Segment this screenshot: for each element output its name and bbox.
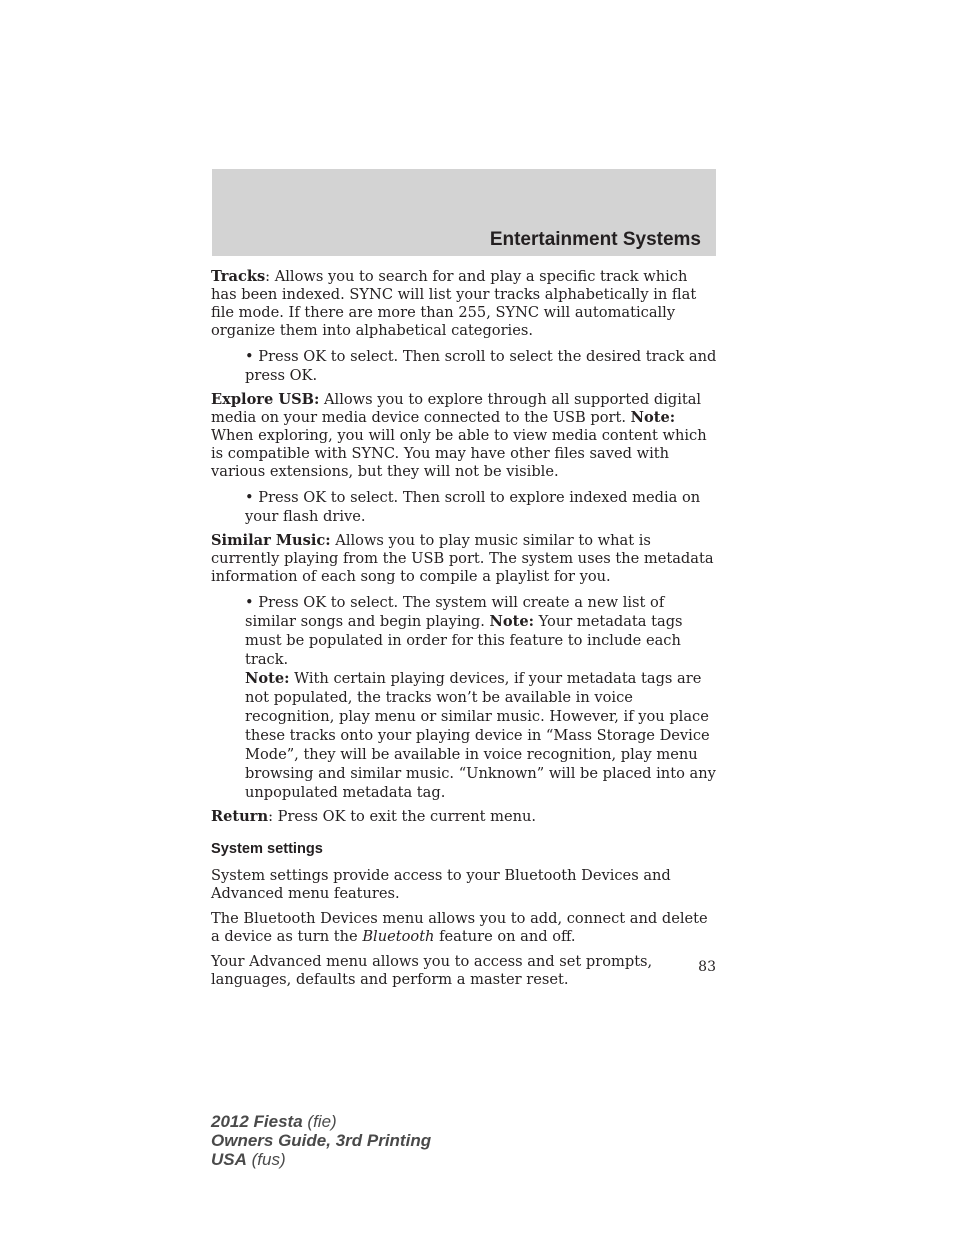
similar-music-note-label: Note:	[245, 670, 290, 687]
footer-line-3	[211, 1150, 431, 1169]
section-title: Entertainment Systems	[489, 229, 701, 250]
system-settings-heading: System settings	[211, 841, 323, 857]
system-settings-paragraph-3: Your Advanced menu allows you to access and set prompts, languages, defaults and perform a master reset.	[211, 953, 653, 988]
tracks-paragraph	[211, 268, 717, 340]
explore-usb-bullet: • Press OK to select. Then scroll to explore indexed media on your flash drive.	[245, 489, 701, 525]
footer-guide: Owners Guide, 3rd Printing	[211, 1131, 432, 1150]
page-body	[211, 268, 717, 996]
system-settings-p2-a: The Bluetooth Devices menu allows you to add, connect and delete a device as turn the	[211, 910, 708, 945]
similar-music-text: Allows you to play music similar to what is currently playing from the USB port. The system uses the metadata information of each song to compile a playlist for you.	[211, 532, 714, 585]
explore-usb-label: Explore USB:	[211, 391, 320, 408]
section-header-band	[212, 169, 716, 256]
tracks-bullet: • Press OK to select. Then scroll to select the desired track and press OK.	[245, 348, 717, 384]
explore-usb-text-2: When exploring, you will only be able to view media content which is compatible with SYNC. You may have other files saved with various extensions, but they will not be visible.	[211, 427, 707, 480]
explore-usb-text-1: Allows you to explore through all supported digital media on your media device connected to the USB port.	[211, 391, 702, 426]
page-number: 83	[698, 959, 716, 975]
similar-music-label: Similar Music:	[211, 532, 331, 549]
explore-usb-note-label: Note:	[630, 409, 676, 426]
footer-region: USA	[211, 1150, 247, 1169]
tracks-label: Tracks	[211, 268, 266, 285]
footer-line-1	[211, 1112, 431, 1131]
return-label: Return	[211, 808, 269, 825]
similar-music-bullet-text-2: Your metadata tags must be populated in order for this feature to include each track.	[245, 613, 683, 668]
similar-music-bullet-main	[245, 593, 717, 669]
similar-music-bullet-text-1: • Press OK to select. The system will create a new list of similar songs and begin playing.	[245, 594, 665, 630]
return-text: : Press OK to exit the current menu.	[268, 808, 537, 825]
system-settings-paragraph-1: System settings provide access to your Bluetooth Devices and Advanced menu features.	[211, 867, 671, 902]
tracks-text: : Allows you to search for and play a specific track which has been indexed. SYNC will list your tracks alphabetically in flat file mode. If there are more than 255, SYNC will automatically organize them into alphabetical categories.	[211, 268, 697, 339]
system-settings-p2-b: feature on and off.	[434, 928, 576, 945]
footer	[211, 1112, 431, 1169]
footer-model-code: (fie)	[302, 1112, 337, 1131]
similar-music-note	[245, 669, 717, 802]
similar-music-note-text: With certain playing devices, if your metadata tags are not populated, the tracks won’t be available in voice recognition, play menu or similar music. However, if you place these tracks onto your playing device in “Mass Storage Device Mode”, they will be available in voice recognition, play menu browsing and similar music. “Unknown” will be placed into any unpopulated metadata tag.	[245, 670, 716, 801]
footer-line-2	[211, 1131, 431, 1150]
footer-model: 2012 Fiesta	[211, 1112, 303, 1131]
similar-music-paragraph	[211, 532, 717, 586]
footer-region-code: (fus)	[246, 1150, 286, 1169]
explore-usb-paragraph	[211, 391, 717, 481]
system-settings-p2-italic: Bluetooth	[362, 928, 435, 945]
similar-music-bullet	[245, 593, 717, 802]
similar-music-bullet-note-label: Note:	[489, 613, 535, 630]
return-paragraph	[211, 808, 717, 826]
system-settings-paragraph-2	[211, 910, 717, 946]
